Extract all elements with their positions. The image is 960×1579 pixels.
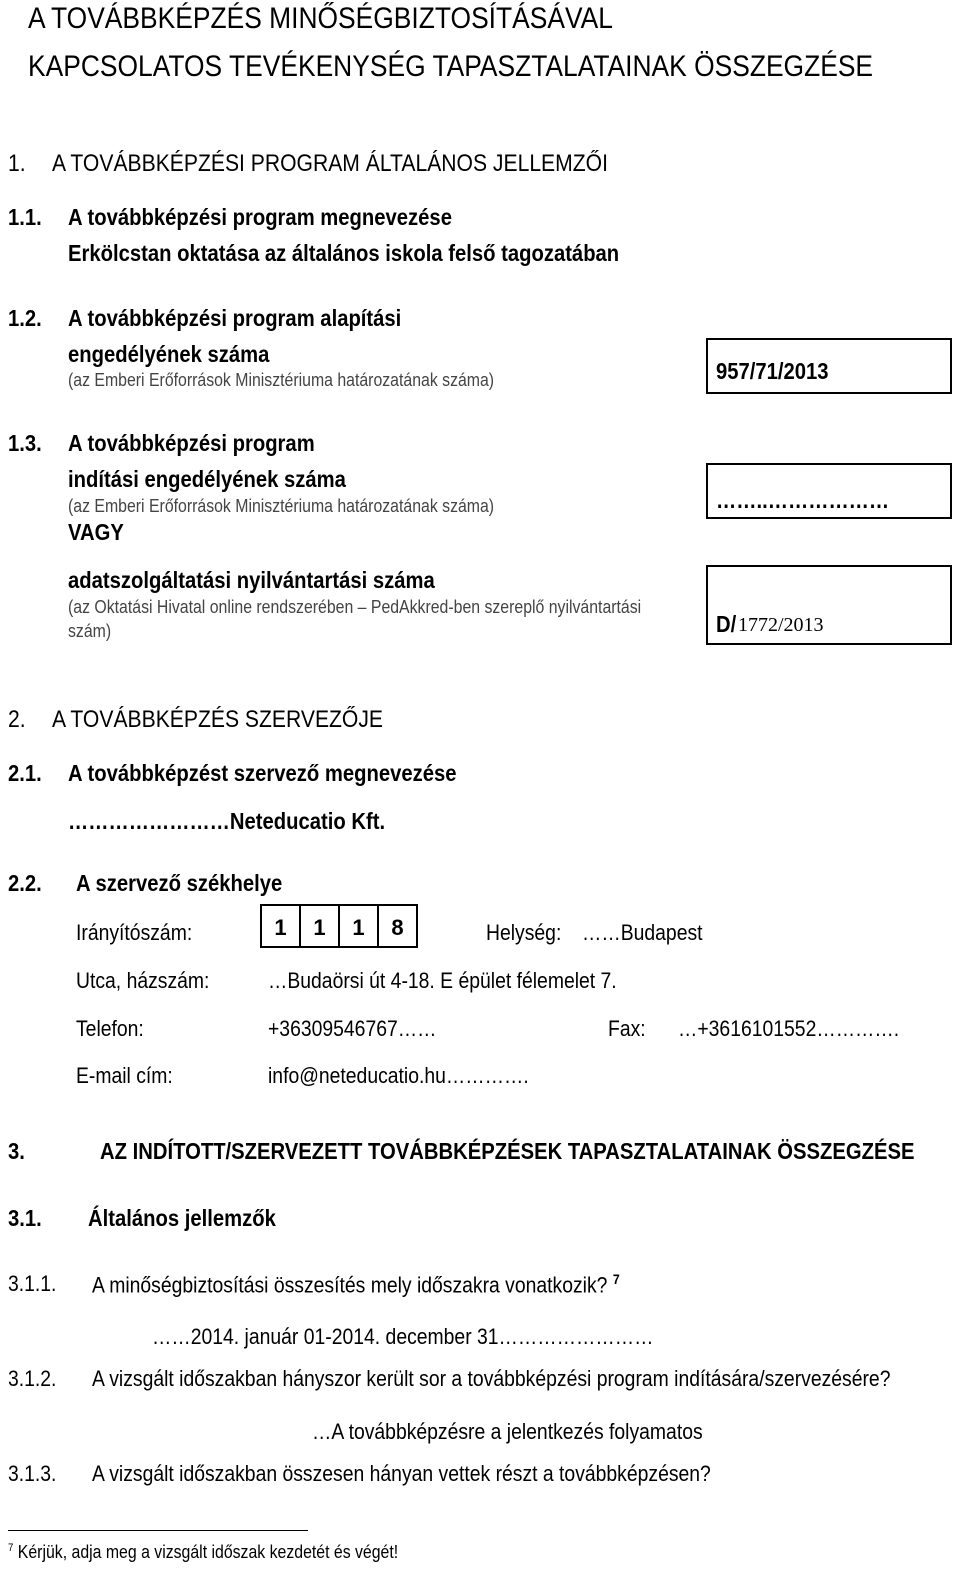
email-value[interactable]: info@neteducatio.hu………….: [268, 1063, 529, 1088]
s1-3-or: VAGY: [68, 519, 124, 545]
s2-1-label: A továbbképzést szervező megnevezése: [68, 760, 457, 786]
s1-2-number: 1.2.: [8, 305, 42, 331]
s1-2-value-box[interactable]: 957/71/2013: [706, 338, 952, 394]
section3-number: 3.: [8, 1138, 25, 1164]
footnote-ref-7: 7: [612, 1271, 620, 1287]
s3-1-1-answer: ……2014. január 01-2014. december 31……………………: [152, 1324, 654, 1349]
s2-1-value: ……………………Neteducatio Kft.: [68, 808, 386, 834]
zip-digit-2[interactable]: 1: [301, 904, 340, 948]
s3-1-1-question: A minőségbiztosítási összesítés mely időszakra vonatkozik? $^7$: [92, 1271, 620, 1298]
s2-2-number: 2.2.: [8, 870, 42, 896]
phone-value: +36309546767……: [268, 1016, 437, 1041]
city-value: ……Budapest: [582, 920, 703, 945]
zip-digit-4[interactable]: 8: [379, 904, 418, 948]
s3-1-2-number: 3.1.2.: [8, 1366, 57, 1391]
s1-3-label-line1: A továbbképzési program: [68, 430, 315, 456]
zip-digit-1[interactable]: 1: [262, 904, 301, 948]
s1-3-value-box[interactable]: ……..………………: [706, 463, 952, 519]
section1-heading: A TOVÁBBKÉPZÉSI PROGRAM ÁLTALÁNOS JELLEMZŐI: [52, 150, 608, 177]
s1-3-alt-note-line2: szám): [68, 621, 112, 641]
document-title-line2: KAPCSOLATOS TEVÉKENYSÉG TAPASZTALATAINAK ÖSSZEGZÉSE: [28, 50, 874, 83]
s3-1-2-answer: …A továbbképzésre a jelentkezés folyamatos: [312, 1419, 703, 1444]
section2-heading: A TOVÁBBKÉPZÉS SZERVEZŐJE: [52, 706, 384, 733]
s1-1-number: 1.1.: [8, 204, 42, 230]
s1-1-label: A továbbképzési program megnevezése: [68, 204, 452, 230]
s3-1-heading: Általános jellemzők: [88, 1205, 276, 1231]
s1-2-note: (az Emberi Erőforrások Minisztériuma határozatának száma): [68, 370, 495, 390]
street-value: …Budaörsi út 4-18. E épület félemelet 7.: [268, 968, 617, 993]
street-label: Utca, házszám:: [76, 968, 210, 993]
section1-number: 1.: [8, 150, 26, 177]
fax-label: Fax:: [608, 1016, 646, 1041]
s3-1-1-number: 3.1.1.: [8, 1271, 57, 1296]
s3-1-2-question: A vizsgált időszakban hányszor került sor a továbbképzési program indítására/szervezésére?: [92, 1366, 891, 1391]
s2-1-number: 2.1.: [8, 760, 42, 786]
s1-3-alt-note-line1: (az Oktatási Hivatal online rendszerében – PedAkkred-ben szereplő nyilvántartási: [68, 597, 642, 617]
footnote-rule: [8, 1530, 308, 1531]
fax-value: …+3616101552………….: [678, 1016, 900, 1041]
s1-3-note: (az Emberi Erőforrások Minisztériuma határozatának száma): [68, 496, 495, 516]
s3-1-3-question: A vizsgált időszakban összesen hányan vettek részt a továbbképzésen?: [92, 1461, 711, 1486]
section3-heading: AZ INDÍTOTT/SZERVEZETT TOVÁBBKÉPZÉSEK TAPASZTALATAINAK ÖSSZEGZÉSE: [100, 1138, 915, 1164]
email-label: E-mail cím:: [76, 1063, 173, 1088]
s1-3-label-line2: indítási engedélyének száma: [68, 466, 346, 492]
city-label: Helység:: [486, 920, 562, 945]
zip-label: Irányítószám:: [76, 920, 193, 945]
s3-1-number: 3.1.: [8, 1205, 42, 1231]
section2-number: 2.: [8, 706, 26, 733]
s1-3-number: 1.3.: [8, 430, 42, 456]
s1-2-label-line1: A továbbképzési program alapítási: [68, 305, 402, 331]
s1-3-alt-value-box[interactable]: D/ 1772/2013: [706, 565, 952, 645]
footnote-number: 7: [8, 1542, 14, 1554]
phone-label: Telefon:: [76, 1016, 144, 1041]
s1-3-alt-value: 1772/2013: [738, 614, 824, 636]
s1-1-value: Erkölcstan oktatása az általános iskola felső tagozatában: [68, 240, 620, 266]
s2-2-label: A szervező székhelye: [76, 870, 283, 896]
document-title-line1: A TOVÁBBKÉPZÉS MINŐSÉGBIZTOSÍTÁSÁVAL: [28, 2, 613, 35]
s1-2-label-line2: engedélyének száma: [68, 341, 270, 367]
s1-3-alt-label: adatszolgáltatási nyilvántartási száma: [68, 567, 435, 593]
s3-1-3-number: 3.1.3.: [8, 1461, 57, 1486]
footnote-text: Kérjük, adja meg a vizsgált időszak kezdetét és végét!: [17, 1542, 399, 1562]
footnote: [8, 1542, 451, 1563]
zip-digit-3[interactable]: 1: [340, 904, 379, 948]
